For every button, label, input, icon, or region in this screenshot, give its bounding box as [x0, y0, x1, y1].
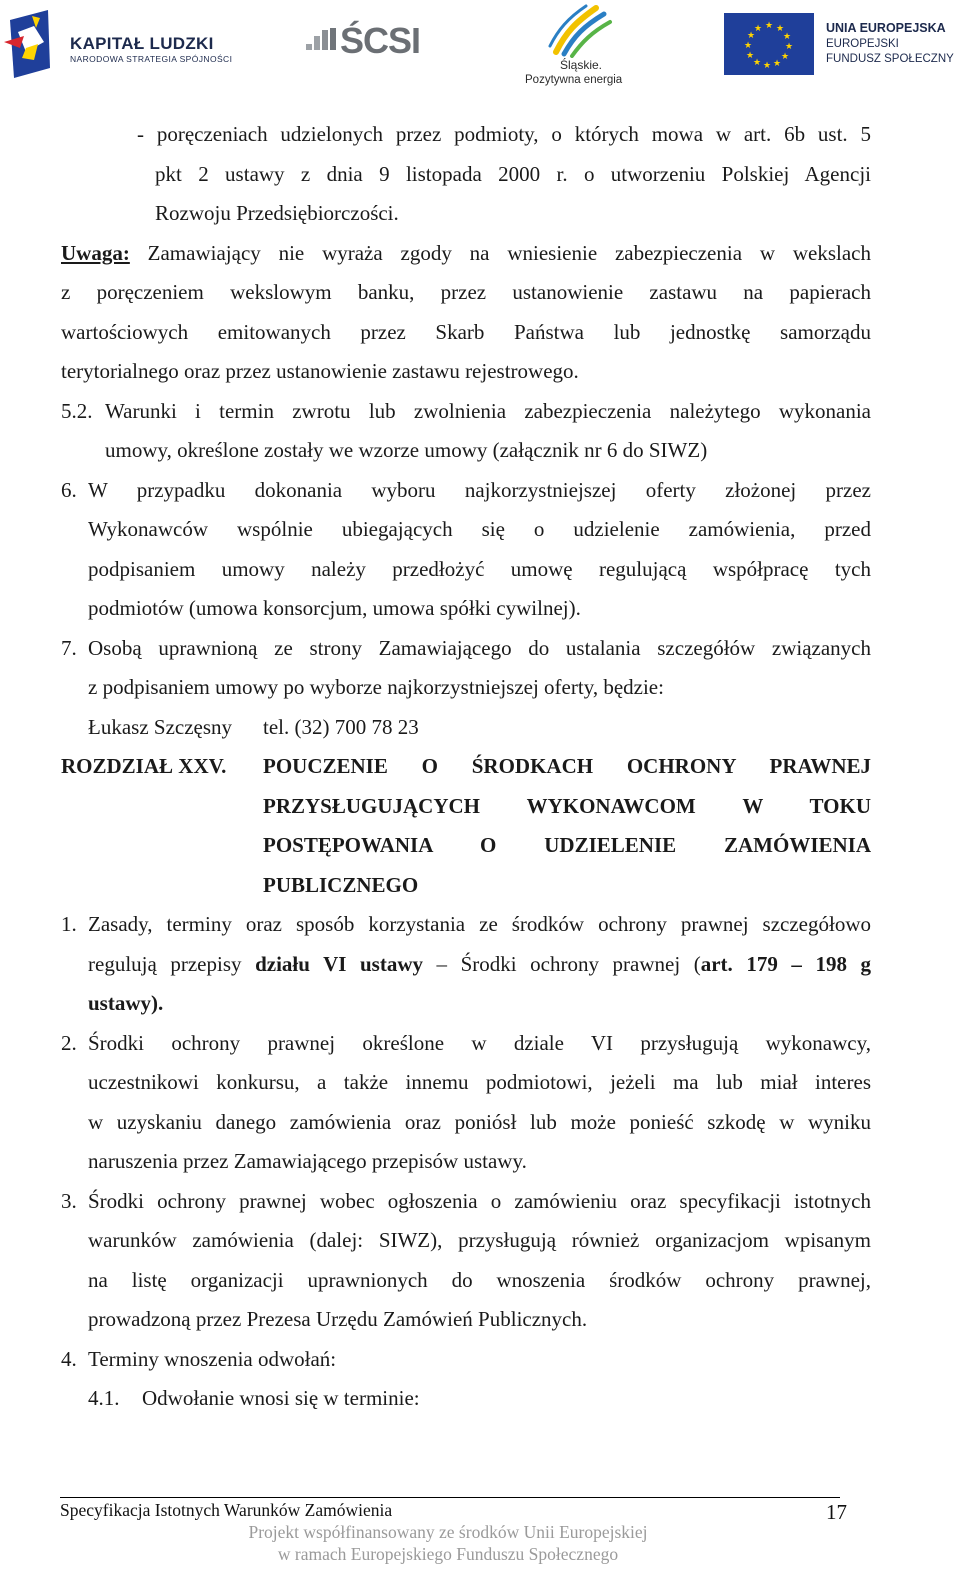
item-2-number: 2. [61, 1031, 77, 1055]
chapter-title-line-3: POSTĘPOWANIA O UDZIELENIE ZAMÓWIENIA [263, 833, 871, 857]
item-1-line-2-c: – Środki ochrony prawnej ( [423, 952, 701, 976]
svg-text:★: ★ [753, 58, 762, 68]
chapter-title-line-4: PUBLICZNEGO [263, 873, 419, 897]
guarantee-line-2: pkt 2 ustawy z dnia 9 listopada 2000 r. o utworzeniu Polskiej Agencji [155, 162, 871, 186]
kapital-ludzki-subtitle: NARODOWA STRATEGIA SPÓJNOŚCI [70, 54, 233, 64]
uwaga-line-3: wartościowych emitowanych przez Skarb Państwa lub jednostkę samorządu [61, 320, 871, 344]
section-7-line-1: Osobą uprawnioną ze strony Zamawiającego do ustalania szczegółów związanych [88, 636, 871, 660]
item-4-1-number: 4.1. [88, 1386, 120, 1410]
item-1-line-3: ustawy). [88, 991, 164, 1015]
svg-text:★: ★ [781, 52, 790, 62]
section-6-line-1: W przypadku dokonania wyboru najkorzystniejszej oferty złożonej przez [88, 478, 871, 502]
chapter-title-line-2: PRZYSŁUGUJĄCYCH WYKONAWCOM W TOKU [263, 794, 871, 818]
section-6-number: 6. [61, 478, 77, 502]
item-3-line-2: warunków zamówienia (dalej: SIWZ), przysługują również organizacjom wpisanym [88, 1228, 871, 1252]
footer-cofinancing-line-1: Projekt współfinansowany ze środków Unii Europejskiej [248, 1522, 648, 1542]
footer-document-title: Specyfikacja Istotnych Warunków Zamówienia [60, 1500, 393, 1520]
item-1-line-1: Zasady, terminy oraz sposób korzystania ze środków ochrony prawnej szczegółowo [88, 912, 871, 936]
uwaga-label: Uwaga: [61, 241, 130, 265]
scsi-grid-icon [306, 28, 338, 58]
footer-cofinancing-line-2: w ramach Europejskiego Funduszu Społecznego [277, 1544, 619, 1564]
svg-text:★: ★ [773, 59, 782, 69]
svg-text:★: ★ [754, 24, 763, 34]
uwaga-line-1-text: Zamawiający nie wyraża zgody na wniesienie zabezpieczenia w wekslach [129, 241, 871, 265]
item-3-line-1: Środki ochrony prawnej wobec ogłoszenia o zamówieniu oraz specyfikacji istotnych [88, 1189, 871, 1213]
item-3-line-3: na listę organizacji uprawnionych do wnoszenia środków ochrony prawnej, [88, 1268, 871, 1292]
eu-efs-logo [724, 13, 958, 77]
item-3-number: 3. [61, 1189, 77, 1213]
guarantee-line-3: Rozwoju Przedsiębiorczości. [155, 201, 399, 225]
section-5-2-line-1: Warunki i termin zwrotu lub zwolnienia zabezpieczenia należytego wykonania [105, 399, 871, 423]
chapter-title-line-1: POUCZENIE O ŚRODKACH OCHRONY PRAWNEJ [263, 754, 871, 778]
kapital-ludzki-title: KAPITAŁ LUDZKI [70, 34, 214, 53]
eu-line-1: UNIA EUROPEJSKA [826, 21, 946, 35]
item-2-line-3: w uzyskaniu danego zamówienia oraz poniósł lub może ponieść szkodę w wyniku [88, 1110, 871, 1134]
item-4-line-1: Terminy wnoszenia odwołań: [88, 1347, 337, 1371]
section-5-2-line-2: umowy, określone zostały we wzorze umowy (załącznik nr 6 do SIWZ) [105, 438, 708, 462]
scsi-logo [306, 20, 446, 64]
uwaga-line-2: z poręczeniem wekslowym banku, przez ustanowienie zastawu na papierach [61, 280, 871, 304]
section-7-number: 7. [61, 636, 77, 660]
section-6-line-4: podmiotów (umowa konsorcjum, umowa spółki cywilnej). [88, 596, 581, 620]
footer-divider [60, 1497, 840, 1498]
slaskie-logo [520, 2, 640, 94]
item-1-number: 1. [61, 912, 77, 936]
item-4-number: 4. [61, 1347, 77, 1371]
slaskie-tagline: Pozytywna energia [525, 74, 623, 86]
svg-text:★: ★ [776, 24, 785, 34]
uwaga-line-1 [61, 240, 871, 266]
section-5-2-number: 5.2. [61, 399, 93, 423]
svg-text:★: ★ [785, 42, 794, 52]
svg-text:★: ★ [783, 32, 792, 42]
item-1-line-2 [88, 951, 871, 977]
slaskie-name: Śląskie. [560, 58, 603, 72]
guarantee-line-1: - poręczeniach udzielonych przez podmioty, o których mowa w art. 6b ust. 5 [137, 122, 871, 146]
kapital-ludzki-emblem-icon [4, 8, 64, 80]
item-2-line-4: naruszenia przez Zamawiającego przepisów ustawy. [88, 1149, 527, 1173]
contact-phone: tel. (32) 700 78 23 [263, 715, 419, 739]
kapital-ludzki-logo [4, 8, 244, 80]
slaskie-waves-icon [546, 2, 616, 58]
scsi-wordmark: ŚCSI [340, 20, 421, 61]
item-1-line-2-b: działu VI ustawy [255, 952, 423, 976]
header-logos [0, 0, 960, 100]
eu-line-2: EUROPEJSKI [826, 38, 899, 50]
chapter-label: ROZDZIAŁ XXV. [61, 754, 227, 778]
item-1-line-2-d: art. 179 – 198 g [700, 952, 871, 976]
section-6-line-3: podpisaniem umowy należy przedłożyć umowę regulującą współpracę tych [88, 557, 871, 581]
svg-text:★: ★ [744, 41, 753, 51]
eu-flag-icon [724, 13, 814, 75]
section-7-line-2: z podpisaniem umowy po wyborze najkorzystniejszej oferty, będzie: [88, 675, 664, 699]
item-3-line-4: prowadzoną przez Prezesa Urzędu Zamówień Publicznych. [88, 1307, 588, 1331]
eu-line-3: FUNDUSZ SPOŁECZNY [826, 53, 954, 65]
svg-text:★: ★ [746, 51, 755, 61]
section-6-line-2: Wykonawców wspólnie ubiegających się o udzielenie zamówienia, przed [88, 517, 871, 541]
page-number: 17 [826, 1500, 847, 1524]
item-2-line-1: Środki ochrony prawnej określone w dziale VI przysługują wykonawcy, [88, 1031, 871, 1055]
svg-text:★: ★ [747, 31, 756, 41]
svg-text:★: ★ [765, 21, 774, 31]
item-2-line-2: uczestnikowi konkursu, a także innemu podmiotowi, jeżeli ma lub miał interes [88, 1070, 871, 1094]
svg-text:★: ★ [763, 61, 772, 71]
contact-name: Łukasz Szczęsny [88, 715, 233, 739]
item-1-line-2-a: regulują przepisy [88, 952, 256, 976]
uwaga-line-4: terytorialnego oraz przez ustanowienie zastawu rejestrowego. [61, 359, 579, 383]
item-4-1-line-1: Odwołanie wnosi się w terminie: [142, 1386, 420, 1410]
